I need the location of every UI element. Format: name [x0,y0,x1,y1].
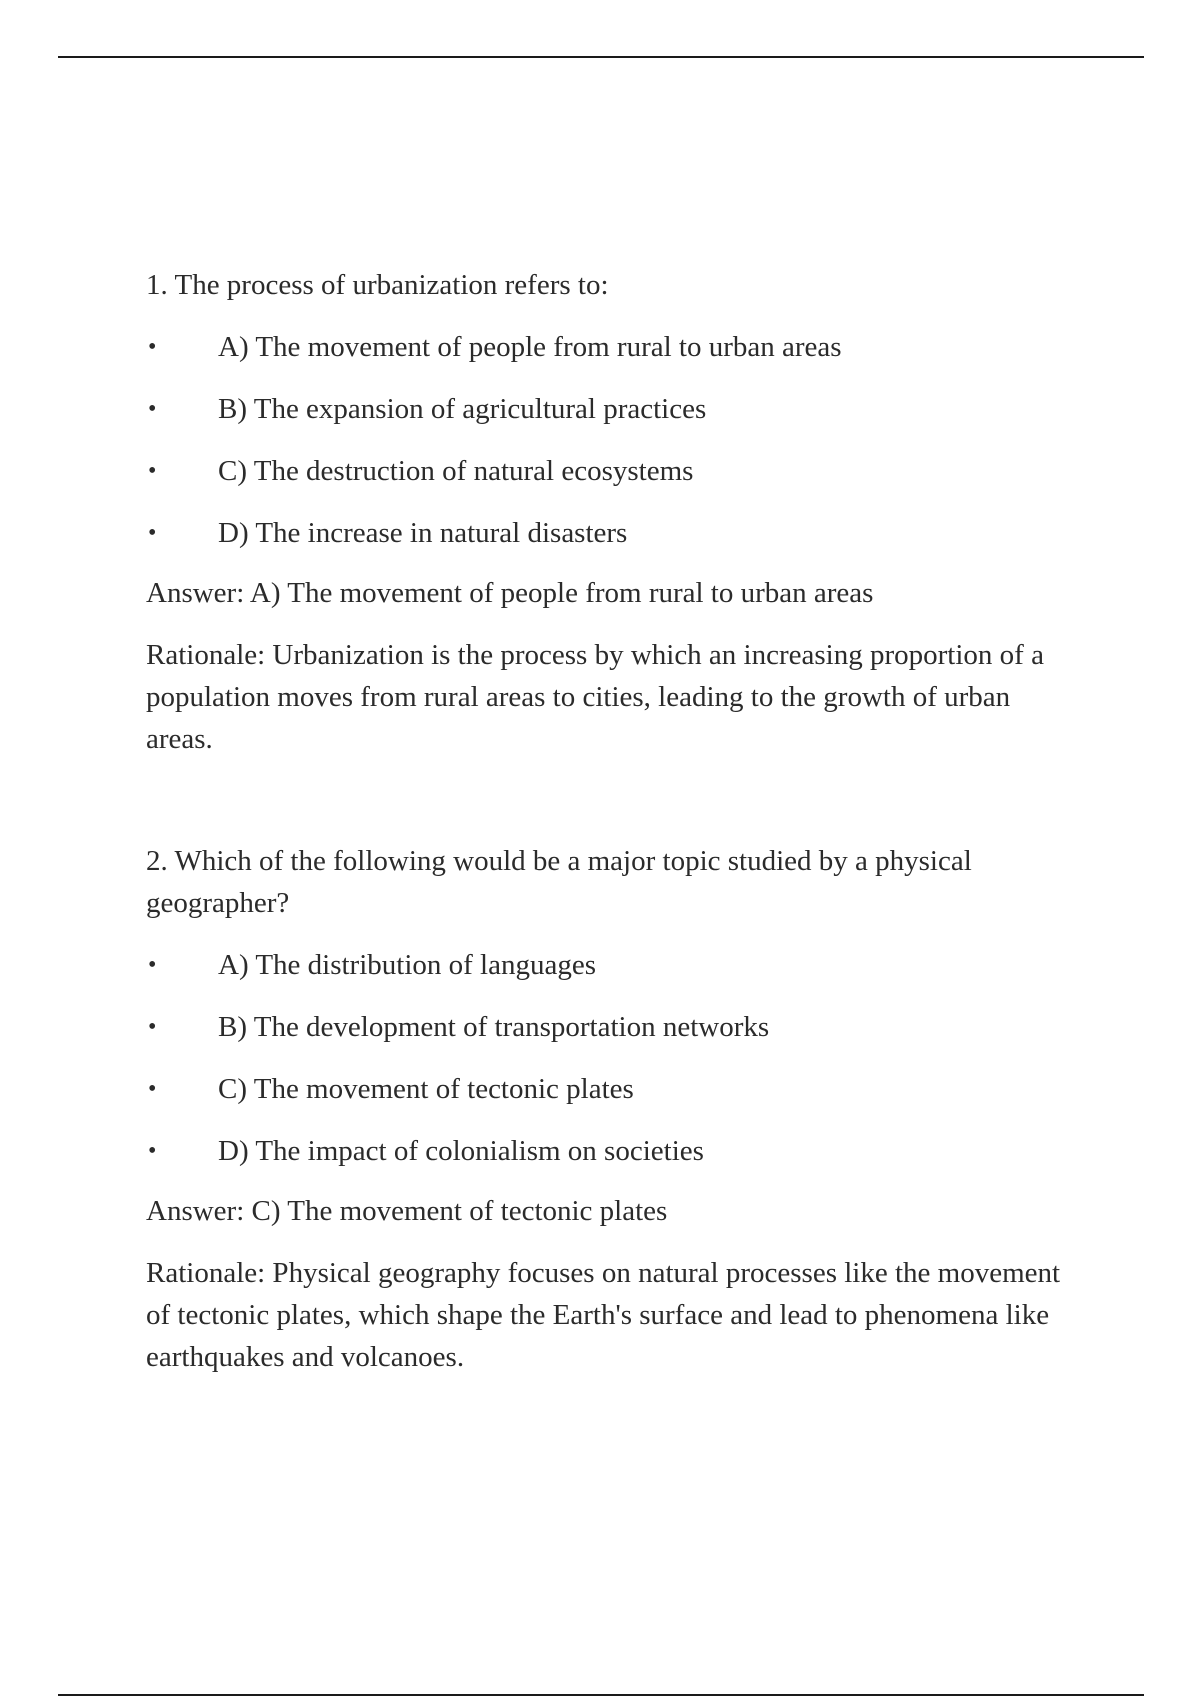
option-c [146,450,1076,492]
bullet-icon: • [148,1076,157,1102]
option-text: A) The distribution of languages [218,949,597,981]
answer-text: Answer: A) The movement of people from rural to urban areas [146,577,874,609]
option-text: B) The expansion of agricultural practices [218,393,707,425]
option-text: A) The movement of people from rural to urban areas [218,331,842,363]
rationale-text: Rationale: Physical geography focuses on natural processes like the movement of tectonic plates, which shape the Earth's surface and lead to phenomena like earthquakes and volcanoes. [146,1257,1061,1373]
question-1 [146,264,1076,760]
question-text: 1. The process of urbanization refers to: [146,269,609,301]
option-a [146,944,1076,986]
option-b [146,388,1076,430]
option-a [146,326,1076,368]
answer-text: Answer: C) The movement of tectonic plates [146,1195,668,1227]
bullet-icon: • [148,520,157,546]
option-text: B) The development of transportation networks [218,1011,770,1043]
option-text: C) The movement of tectonic plates [218,1073,634,1105]
bullet-icon: • [148,1138,157,1164]
option-b [146,1006,1076,1048]
options-list [146,944,1076,1172]
option-text: D) The impact of colonialism on societies [218,1135,704,1167]
options-list [146,326,1076,554]
bullet-icon: • [148,458,157,484]
top-rule [58,56,1144,58]
option-d [146,1130,1076,1172]
option-text: D) The increase in natural disasters [218,517,628,549]
option-c [146,1068,1076,1110]
bullet-icon: • [148,334,157,360]
question-text: 2. Which of the following would be a major topic studied by a physical geographer? [146,845,972,919]
bottom-rule [58,1694,1144,1696]
bullet-icon: • [148,952,157,978]
option-d [146,512,1076,554]
option-text: C) The destruction of natural ecosystems [218,455,694,487]
rationale-text: Rationale: Urbanization is the process by which an increasing proportion of a population moves from rural areas to cities, leading to the growth of urban areas. [146,639,1044,755]
bullet-icon: • [148,1014,157,1040]
bullet-icon: • [148,396,157,422]
question-2 [146,840,1076,1378]
